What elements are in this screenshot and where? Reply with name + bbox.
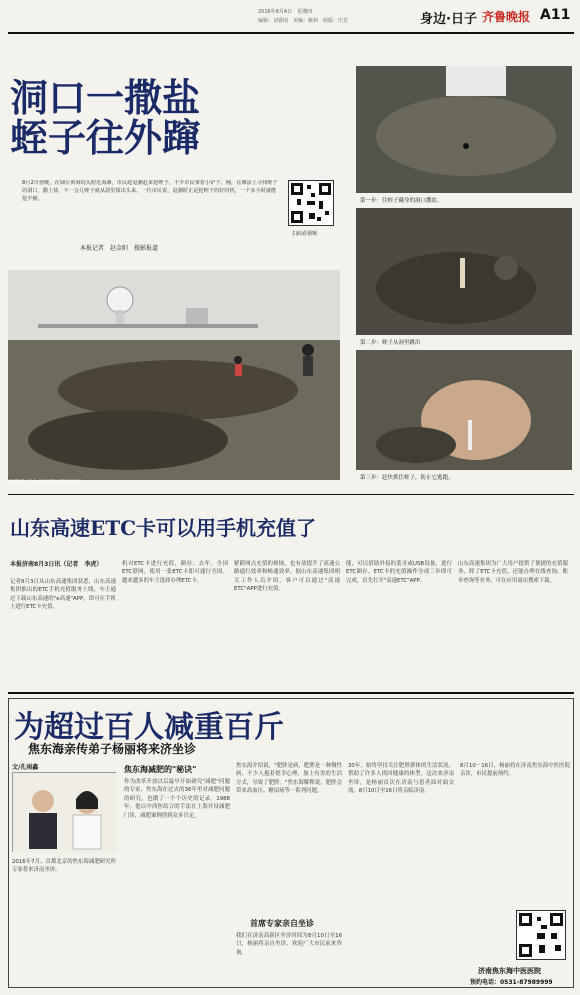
article1-title-line1: 洞口一撒盐 bbox=[10, 75, 201, 120]
article3-col2b: 我们在济南高新区坐诊时间为8月10日至16日，杨丽将亲自坐诊，欢迎广大市民前来咨询。 bbox=[236, 933, 342, 956]
article3-sub1: 焦东海减肥的"秘诀" bbox=[124, 765, 197, 774]
article1-rule bbox=[8, 494, 574, 495]
qr-caption: 扫码看视频 bbox=[292, 231, 318, 237]
article3-intro: 2016年7月，首都北京的焦东海减肥研究所专家将来济南坐诊。 bbox=[12, 859, 116, 874]
beach-photo bbox=[8, 270, 340, 480]
article3-col4: 8月10－16日，杨丽将在济南焦东海中医医院亲诊，市民提前预约。 bbox=[460, 763, 570, 778]
qr-icon bbox=[289, 181, 333, 225]
hospital-phone[interactable]: 预约电话：0531-87989999 bbox=[470, 979, 553, 986]
step2-caption: 第二步：蛭子从洞里跳出 bbox=[360, 340, 421, 346]
step3-caption: 第三步：赶快抓住蛭子，防止它逃跑。 bbox=[360, 475, 454, 481]
article2-col2: 机对ETC卡进行充值，圈存。去年，全国ETC联网，使用一张ETC卡即可通行全国。越来越多的车主选择办理ETC卡。 bbox=[122, 561, 228, 584]
article3-col2: 焦东海介绍说，"肥胖是病，肥胖是一种慢性病，不少人抱着侥幸心理，加上有害的生活方式，导致了肥胖。"焦东海解释说，肥胖会带来高血压、糖尿病等一系列问题。 bbox=[236, 763, 342, 795]
step2-image bbox=[356, 208, 572, 335]
article1-body: 8月2日傍晚，在烟台黄海码头附近海滩，市民趁退潮赶来挖蛭子。不少市民拿着小铲子、桶，在滩涂上寻找蛭子的洞口，撒上盐，不一会儿蛭子就从洞里探出头来。一位市民说，退潮时正是挖蛭子的好时机，一个多小时就能挖半桶。 bbox=[22, 180, 278, 202]
article2-byline: 本报济南8月3日讯（记者 李虎） bbox=[10, 561, 103, 568]
hospital-qr-code[interactable] bbox=[516, 910, 566, 960]
step3-image bbox=[356, 350, 572, 470]
beach-photo-caption: 退潮后,不少市民到沙滩挖蛭子 bbox=[8, 480, 82, 486]
article3-col3: 30年，始终坚持关注肥胖群体的生活状况，帮助了许多人找回健康的体型。这次来济南坐诊，是杨丽首次在济南与患者面对面交流。8月10日至16日将亲临济南。 bbox=[348, 763, 454, 795]
article1-title bbox=[10, 75, 201, 160]
article1-title-line2: 蛭子往外蹿 bbox=[10, 114, 201, 160]
article2-col3: 紧跨网点充值的烦恼，也有效提升了高速公路通行效率和畅通效率。据山东高速集团相关工作人员介绍，客户可以通过"高速ETC"APP进行充值。 bbox=[234, 561, 340, 593]
hospital-name: 济南焦东海中医医院 bbox=[478, 967, 541, 975]
experts-portrait-image bbox=[13, 773, 117, 853]
article3-title: 为超过百人减重百斤 bbox=[14, 710, 284, 745]
step1-photo bbox=[356, 66, 572, 193]
article2-col5: 山东高速集团为广大用户提供了便捷的充值服务，除了ETC卡充值，还能办理在线查询、账单查询等业务，可在应用商店搜索下载。 bbox=[458, 561, 568, 584]
article3-subtitle: 焦东海亲传弟子杨丽将来济坐诊 bbox=[28, 742, 197, 756]
section-name: 身边·日子 bbox=[420, 12, 477, 27]
article1-byline: 本报记者 赵金阳 摄影报道 bbox=[80, 245, 159, 252]
date-line: 2016年8月4日 星期四 bbox=[258, 9, 313, 15]
step1-caption: 第一步：往蛭子藏身的洞口撒盐。 bbox=[360, 198, 443, 204]
editor-line: 编辑：刘睿囡 美编：姚莉 组版：庆芳 bbox=[258, 18, 349, 24]
brand-logo: 齐鲁晚报 bbox=[482, 10, 531, 24]
article2-rule bbox=[8, 692, 574, 694]
article2-title: 山东高速ETC卡可以用手机充值了 bbox=[10, 516, 317, 540]
article2-col1: 记者8月3日从山东高速集团获悉，山东高速集团推出的ETC手机充值服务上线，车主通过下载山东高速的"e高速"APP，即可在手机上进行ETC卡充值。 bbox=[10, 579, 116, 611]
expert-photo bbox=[12, 772, 116, 852]
article2-col4: 能，可以借助外接的蓝牙或USB设备，进行ETC圈存。ETC卡的充值操作分成三步即可完成，首先打开"高速ETC"APP。 bbox=[346, 561, 452, 584]
beach-scene-image bbox=[8, 270, 340, 480]
page-number: A11 bbox=[540, 7, 571, 23]
step3-photo bbox=[356, 350, 572, 470]
header-rule bbox=[8, 32, 574, 34]
qr-code-video[interactable] bbox=[288, 180, 334, 226]
page-meta bbox=[258, 8, 408, 24]
article3-byline: 文/孔雨鑫 bbox=[12, 764, 39, 771]
article3-sub2: 首席专家亲自坐诊 bbox=[250, 919, 314, 928]
article3-col1: 作为改革开放以后最早开始研究"减肥"问题的专家，焦东海在过去的36年里对减肥问题的研究，也做了一个个历史的记录。1988年，他以中西医结合的手法在上海开设减肥门诊，减肥案例得到众多肯定。 bbox=[124, 779, 230, 819]
step1-image bbox=[356, 66, 572, 193]
qr-icon bbox=[517, 911, 565, 959]
step2-photo bbox=[356, 208, 572, 335]
